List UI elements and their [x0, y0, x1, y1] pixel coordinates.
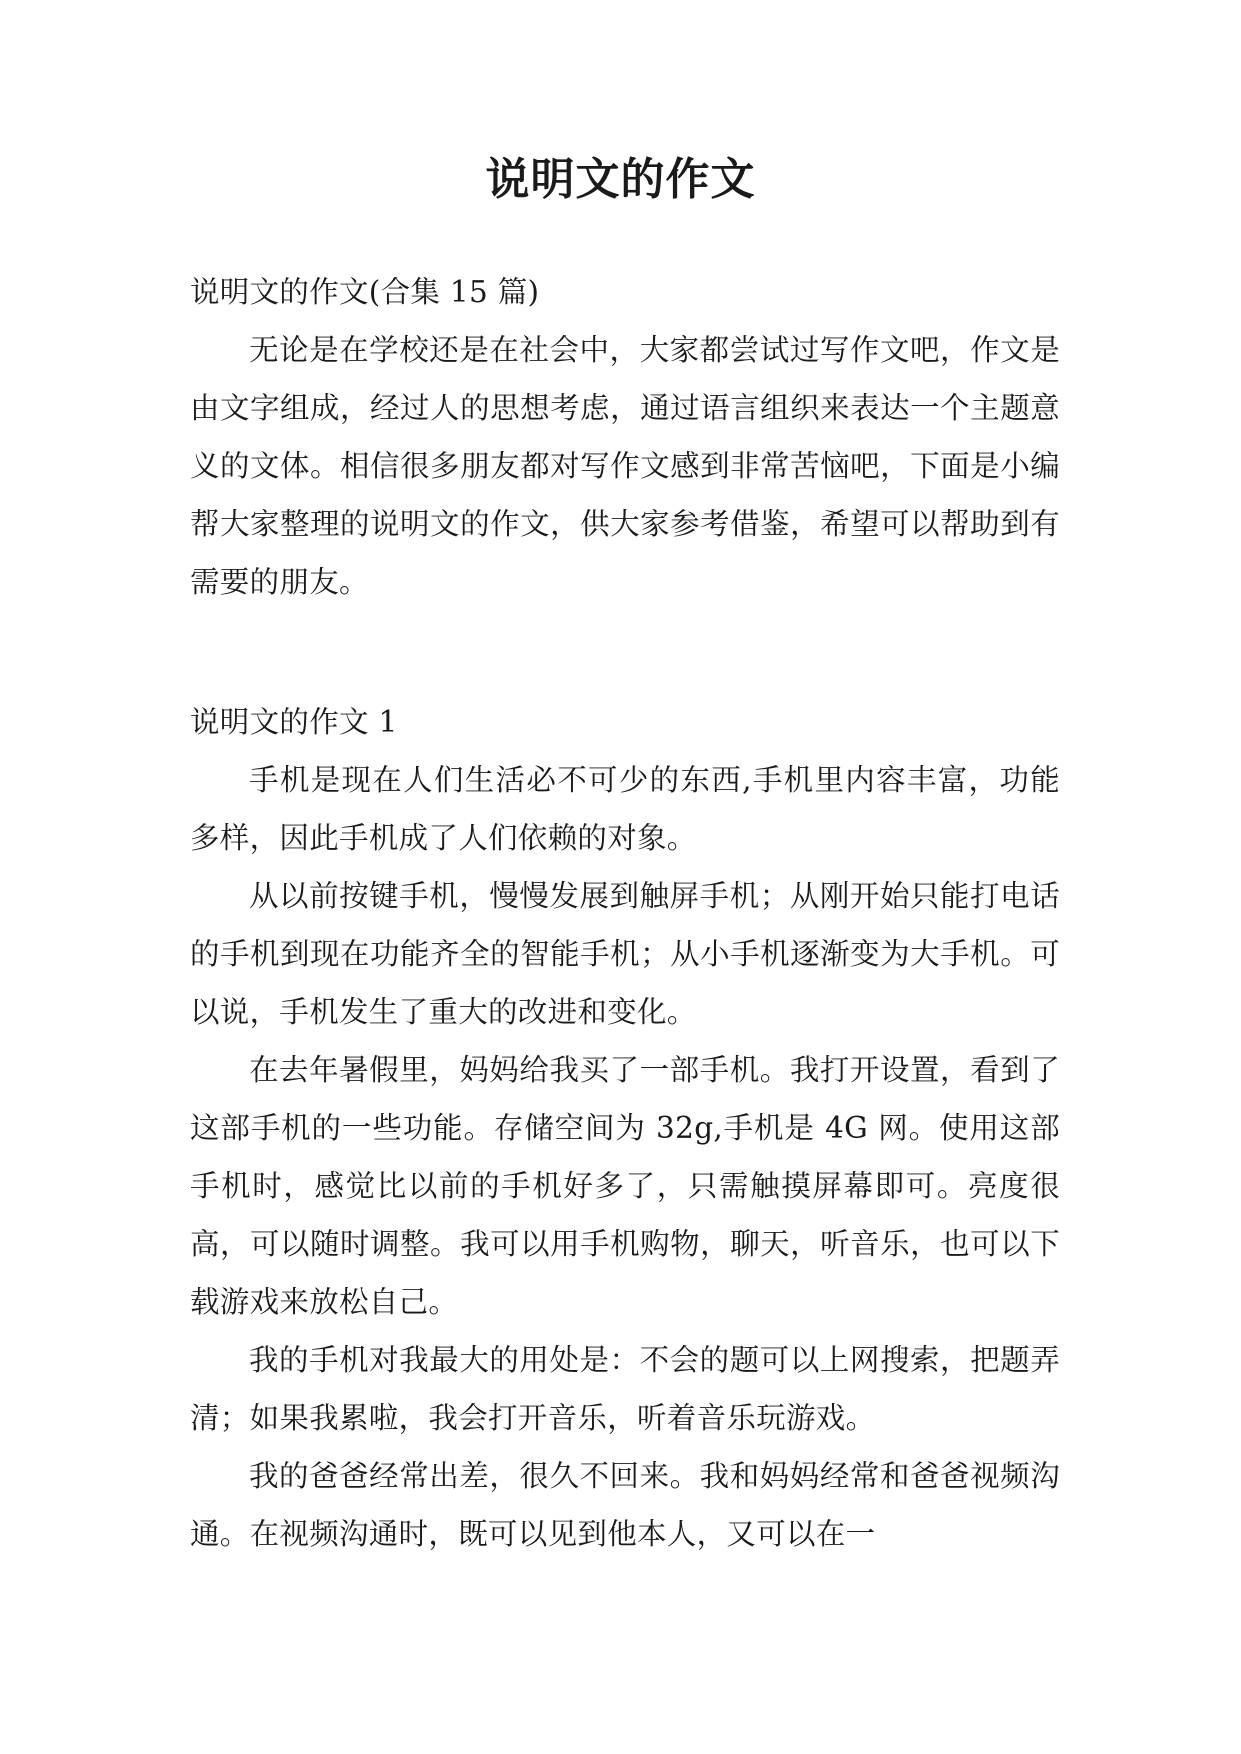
section-1-paragraph: 我的手机对我最大的用处是：不会的题可以上网搜索，把题弄清；如果我累啦，我会打开音乐，听着音乐玩游戏。 — [190, 1343, 1060, 1435]
section-1-heading: 说明文的作文 1 — [190, 705, 398, 739]
section-1 — [190, 693, 1060, 1563]
intro-paragraph: 无论是在学校还是在社会中，大家都尝试过写作文吧，作文是由文字组成，经过人的思想考虑，通过语言组织来表达一个主题意义的文体。相信很多朋友都对写作文感到非常苦恼吧，下面是小编帮大家整理的说明文的作文，供大家参考借鉴，希望可以帮助到有需要的朋友。 — [190, 333, 1060, 599]
document-title: 说明文的作文 — [485, 154, 756, 205]
section-1-paragraph: 从以前按键手机，慢慢发展到触屏手机；从刚开始只能打电话的手机到现在功能齐全的智能手机；从小手机逐渐变为大手机。可以说，手机发生了重大的改进和变化。 — [190, 879, 1060, 1029]
section-1-paragraph: 我的爸爸经常出差，很久不回来。我和妈妈经常和爸爸视频沟通。在视频沟通时，既可以见到他本人，又可以在一 — [190, 1459, 1060, 1551]
section-1-paragraph: 手机是现在人们生活必不可少的东西,手机里内容丰富，功能多样，因此手机成了人们依赖的对象。 — [190, 763, 1060, 855]
document-subtitle: 说明文的作文(合集 15 篇) — [190, 275, 540, 309]
section-1-paragraph: 在去年暑假里，妈妈给我买了一部手机。我打开设置，看到了这部手机的一些功能。存储空间为 32g,手机是 4G 网。使用这部手机时，感觉比以前的手机好多了，只需触摸屏幕即可。亮度很高，可以随时调整。我可以用手机购物，聊天，听音乐，也可以下载游戏来放松自己。 — [190, 1053, 1060, 1319]
intro-section — [190, 263, 1060, 611]
